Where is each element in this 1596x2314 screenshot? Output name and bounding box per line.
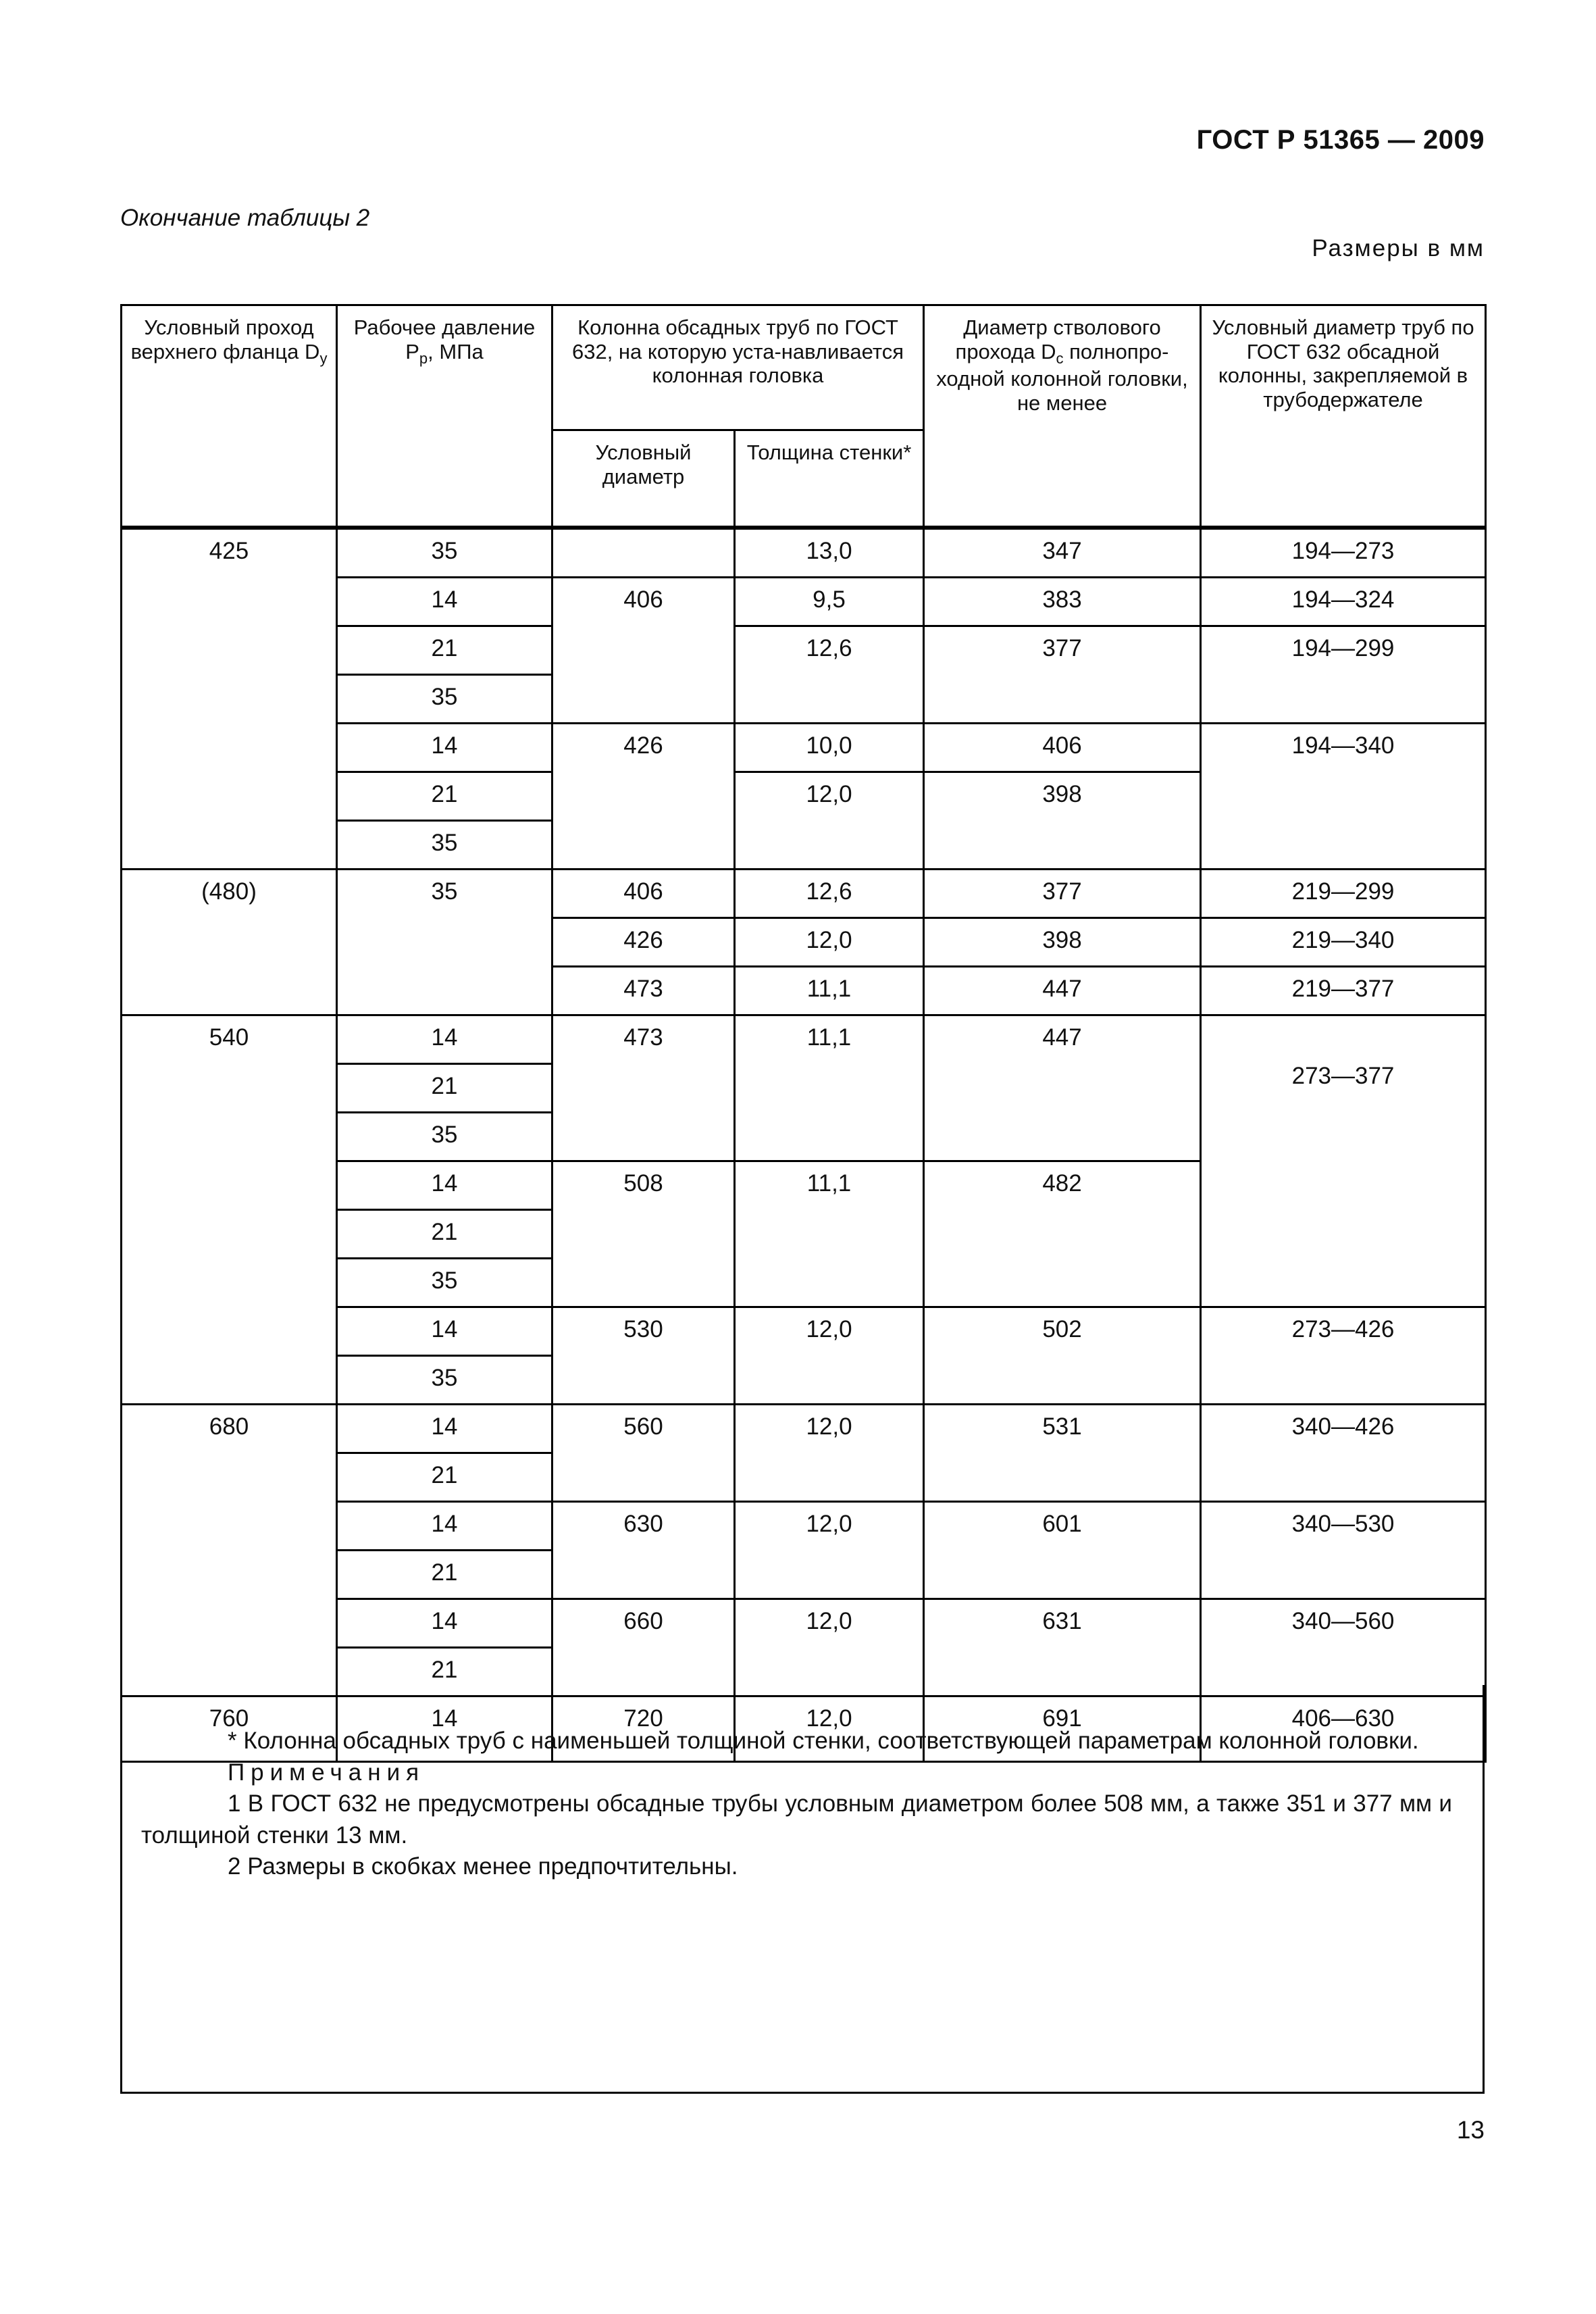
pressure-cell: 21 xyxy=(337,1453,552,1502)
bore-cell: 691 xyxy=(924,1696,1201,1762)
nominal-cell: 508 xyxy=(552,1161,735,1307)
note-1: 1 В ГОСТ 632 не предусмотрены обсадные трубы условным диаметром более 508 мм, а также 351 и 377 мм и толщиной стенки 13 мм. xyxy=(141,1790,1452,1848)
pressure-cell: 14 xyxy=(337,1696,552,1762)
pressure-cell: 21 xyxy=(337,1064,552,1113)
bore-cell: 398 xyxy=(924,918,1201,967)
table-continuation-caption: Окончание таблицы 2 xyxy=(120,205,370,231)
dimensions-table xyxy=(120,304,1487,1763)
pipe-cell: 194—324 xyxy=(1201,578,1486,626)
wall-cell: 12,6 xyxy=(735,870,924,918)
table-row xyxy=(122,1405,1486,1453)
bore-cell: 447 xyxy=(924,1015,1201,1161)
header-pressure: Рабочее давление $P_р$, МПа xyxy=(337,305,552,527)
pipe-cell: 406—630 xyxy=(1201,1696,1486,1762)
pressure-cell: 14 xyxy=(337,1307,552,1356)
table-notes xyxy=(120,1685,1485,2094)
flange-cell: 425 xyxy=(122,529,337,870)
wall-cell: 9,5 xyxy=(735,578,924,626)
nominal-cell: 530 xyxy=(552,1307,735,1405)
wall-cell: 11,1 xyxy=(735,1161,924,1307)
wall-cell: 12,0 xyxy=(735,1599,924,1696)
pressure-cell: 14 xyxy=(337,1161,552,1210)
pressure-cell: 21 xyxy=(337,626,552,675)
wall-cell: 12,0 xyxy=(735,772,924,870)
bore-cell: 377 xyxy=(924,870,1201,918)
nominal-cell: 630 xyxy=(552,1502,735,1599)
pressure-cell: 14 xyxy=(337,1015,552,1064)
pressure-cell: 21 xyxy=(337,1210,552,1259)
bore-cell: 398 xyxy=(924,772,1201,870)
pipe-cell: 219—377 xyxy=(1201,967,1486,1015)
nominal-cell: 426 xyxy=(552,918,735,967)
nominal-cell: 560 xyxy=(552,1405,735,1502)
flange-cell: 680 xyxy=(122,1405,337,1696)
notes-title: Примечания xyxy=(228,1759,426,1786)
wall-cell: 12,0 xyxy=(735,1696,924,1762)
flange-cell: 760 xyxy=(122,1696,337,1762)
pipe-cell: 194—299 xyxy=(1201,626,1486,724)
table-row xyxy=(122,1015,1486,1064)
wall-cell: 13,0 xyxy=(735,529,924,578)
header-casing-column: Колонна обсадных труб по ГОСТ 632, на которую уста-навливается колонная головка xyxy=(552,305,924,430)
header-nominal-diameter: Условный диаметр xyxy=(552,430,735,527)
pressure-cell: 21 xyxy=(337,772,552,821)
pipe-cell: 194—273 xyxy=(1201,529,1486,578)
pressure-cell: 14 xyxy=(337,578,552,626)
bore-cell: 502 xyxy=(924,1307,1201,1405)
wall-cell: 12,6 xyxy=(735,626,924,724)
table-row xyxy=(122,870,1486,918)
pressure-cell: 35 xyxy=(337,870,552,1015)
wall-cell: 12,0 xyxy=(735,918,924,967)
pressure-cell: 35 xyxy=(337,1259,552,1307)
wall-cell: 12,0 xyxy=(735,1405,924,1502)
nominal-cell: 406 xyxy=(552,578,735,724)
pressure-cell: 21 xyxy=(337,1648,552,1696)
pressure-cell: 14 xyxy=(337,1599,552,1648)
footnote: * Колонна обсадных труб с наименьшей толщиной стенки, соответствующей параметрам колонной головки. xyxy=(228,1728,1419,1754)
pipe-cell: 219—299 xyxy=(1201,870,1486,918)
bore-cell: 531 xyxy=(924,1405,1201,1502)
bore-cell: 482 xyxy=(924,1161,1201,1307)
pressure-cell: 14 xyxy=(337,724,552,772)
wall-cell: 12,0 xyxy=(735,1502,924,1599)
nominal-cell: 406 xyxy=(552,870,735,918)
bore-cell: 406 xyxy=(924,724,1201,772)
nominal-cell: 473 xyxy=(552,1015,735,1161)
wall-cell: 12,0 xyxy=(735,1307,924,1405)
page-number: 13 xyxy=(1456,2116,1485,2144)
nominal-cell xyxy=(552,529,735,578)
note-2: 2 Размеры в скобках менее предпочтительны. xyxy=(228,1853,738,1880)
pressure-cell: 14 xyxy=(337,1405,552,1453)
bore-cell: 631 xyxy=(924,1599,1201,1696)
bore-cell: 601 xyxy=(924,1502,1201,1599)
header-bore-diameter: Диаметр стволового прохода $D_с$ полнопро-ходной колонной головки, не менее xyxy=(924,305,1201,527)
bore-cell: 347 xyxy=(924,529,1201,578)
standard-number: ГОСТ Р 51365 — 2009 xyxy=(1196,125,1485,155)
pressure-cell: 35 xyxy=(337,1113,552,1161)
pipe-cell: 340—530 xyxy=(1201,1502,1486,1599)
pressure-cell: 35 xyxy=(337,675,552,724)
bore-cell: 377 xyxy=(924,626,1201,724)
table-row xyxy=(122,529,1486,578)
pipe-cell: 194—340 xyxy=(1201,724,1486,870)
pipe-cell: 340—560 xyxy=(1201,1599,1486,1696)
pipe-cell: 273—377 xyxy=(1201,1015,1486,1307)
pipe-cell: 340—426 xyxy=(1201,1405,1486,1502)
pressure-cell: 14 xyxy=(337,1502,552,1551)
nominal-cell: 720 xyxy=(552,1696,735,1762)
header-flange: Условный проход верхнего фланца $D_у$ xyxy=(122,305,337,527)
nominal-cell: 473 xyxy=(552,967,735,1015)
pressure-cell: 21 xyxy=(337,1551,552,1599)
header-pipe-diameter: Условный диаметр труб по ГОСТ 632 обсадной колонны, закрепляемой в трубодержателе xyxy=(1201,305,1486,527)
flange-cell: (480) xyxy=(122,870,337,1015)
pressure-cell: 35 xyxy=(337,529,552,578)
bore-cell: 447 xyxy=(924,967,1201,1015)
pipe-cell: 219—340 xyxy=(1201,918,1486,967)
flange-cell: 540 xyxy=(122,1015,337,1405)
pressure-cell: 35 xyxy=(337,1356,552,1405)
header-wall-thickness: Толщина стенки* xyxy=(735,430,924,527)
wall-cell: 10,0 xyxy=(735,724,924,772)
units-label: Размеры в мм xyxy=(1312,235,1485,261)
wall-cell: 11,1 xyxy=(735,1015,924,1161)
pressure-cell: 35 xyxy=(337,821,552,870)
nominal-cell: 660 xyxy=(552,1599,735,1696)
pipe-cell: 273—426 xyxy=(1201,1307,1486,1405)
nominal-cell: 426 xyxy=(552,724,735,870)
wall-cell: 11,1 xyxy=(735,967,924,1015)
bore-cell: 383 xyxy=(924,578,1201,626)
